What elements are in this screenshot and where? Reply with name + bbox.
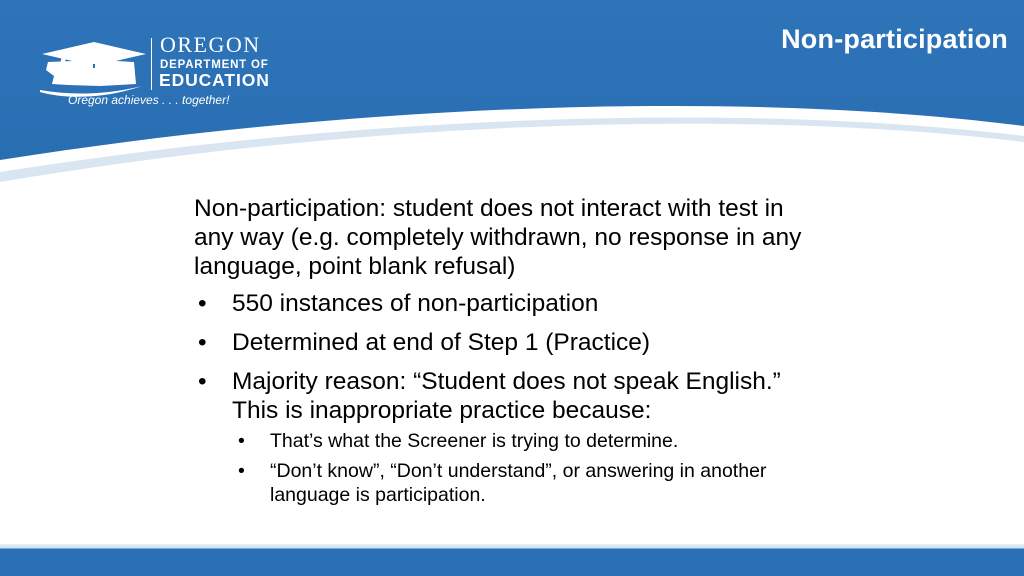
bullet-item <box>194 289 824 318</box>
footer-bar <box>0 544 1024 576</box>
bullet-list <box>194 289 824 507</box>
bullet-item <box>194 367 824 507</box>
sub-bullet-item <box>232 429 824 453</box>
logo-tagline: Oregon achieves . . . together! <box>68 93 230 107</box>
intro-paragraph: Non-participation: student does not interact with test in any way (e.g. completely withdrawn, no response in any language, point blank refusal) <box>194 195 802 280</box>
bullet-item <box>194 328 824 357</box>
sub-bullet-marker: • <box>238 430 245 452</box>
bullet-marker: • <box>198 368 207 395</box>
bullet-text: Determined at end of Step 1 (Practice) <box>232 329 651 356</box>
sub-bullet-text: That’s what the Screener is trying to determine. <box>270 430 679 452</box>
sub-bullet-list <box>232 429 824 507</box>
bullet-marker: • <box>198 329 207 356</box>
slide-body <box>194 194 824 517</box>
logo-oregon-text: OREGON <box>160 32 261 57</box>
sub-bullet-text: “Don’t know”, “Don’t understand”, or answering in another language is participation. <box>270 460 767 506</box>
bullet-marker: • <box>198 290 207 317</box>
sub-bullet-marker: • <box>238 460 245 482</box>
logo-divider <box>151 38 152 90</box>
logo-education-text: EDUCATION <box>159 70 270 90</box>
bullet-text: Majority reason: “Student does not speak English.” This is inappropriate practice because: <box>232 368 781 424</box>
logo-department-text: DEPARTMENT OF <box>160 59 269 71</box>
bullet-text: 550 instances of non-participation <box>232 290 599 317</box>
oregon-education-logo <box>38 32 298 112</box>
sub-bullet-item <box>232 459 824 507</box>
slide-title: Non-participation <box>781 24 1008 54</box>
